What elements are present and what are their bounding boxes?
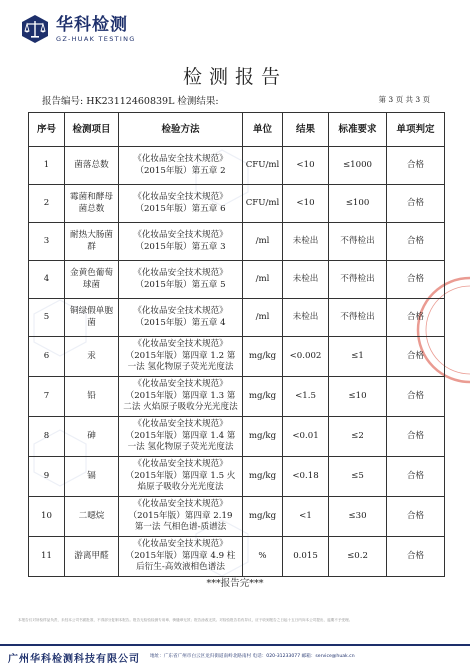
cell-item: 游离甲醛 <box>65 537 119 577</box>
cell-result: <0.18 <box>283 457 329 497</box>
footer-company-name: 广州华科检测科技有限公司 <box>8 654 140 665</box>
table-row <box>29 185 445 223</box>
cell-unit: CFU/ml <box>243 147 283 185</box>
cell-item: 霉菌和酵母菌总数 <box>65 185 119 223</box>
table-row <box>29 223 445 261</box>
cell-unit: /ml <box>243 223 283 261</box>
cell-no: 2 <box>29 185 65 223</box>
header-item: 检测项目 <box>65 113 119 147</box>
cell-item: 耐热大肠菌群 <box>65 223 119 261</box>
header-standard: 标准要求 <box>329 113 387 147</box>
cell-unit: /ml <box>243 261 283 299</box>
cell-result: <1 <box>283 497 329 537</box>
scales-logo-icon <box>20 14 50 44</box>
cell-result: <10 <box>283 185 329 223</box>
cell-unit: mg/kg <box>243 457 283 497</box>
cell-unit: mg/kg <box>243 497 283 537</box>
cell-item: 砷 <box>65 417 119 457</box>
table-row <box>29 299 445 337</box>
table-header-row <box>29 113 445 147</box>
cell-judgement: 合格 <box>387 185 445 223</box>
cell-no: 7 <box>29 377 65 417</box>
cell-method: 《化妆品安全技术规范》（2015年版）第四章 2.19 第一法 气相色谱-质谱法 <box>119 497 243 537</box>
cell-standard: ≤10 <box>329 377 387 417</box>
cell-judgement: 合格 <box>387 299 445 337</box>
page-indicator: 第 3 页 共 3 页 <box>378 95 430 104</box>
cell-item: 镉 <box>65 457 119 497</box>
table-row <box>29 261 445 299</box>
cell-judgement: 合格 <box>387 223 445 261</box>
results-table <box>28 112 445 577</box>
cell-result: 未检出 <box>283 223 329 261</box>
cell-no: 1 <box>29 147 65 185</box>
cell-standard: ≤100 <box>329 185 387 223</box>
table-row <box>29 147 445 185</box>
cell-item: 金黄色葡萄球菌 <box>65 261 119 299</box>
cell-judgement: 合格 <box>387 417 445 457</box>
cell-no: 11 <box>29 537 65 577</box>
cell-judgement: 合格 <box>387 537 445 577</box>
document-title: 检测报告 <box>182 66 287 88</box>
cell-unit: % <box>243 537 283 577</box>
cell-judgement: 合格 <box>387 337 445 377</box>
company-logo <box>20 14 136 44</box>
cell-result: 0.015 <box>283 537 329 577</box>
cell-item: 铜绿假单胞菌 <box>65 299 119 337</box>
cell-result: 未检出 <box>283 299 329 337</box>
cell-standard: ≤5 <box>329 457 387 497</box>
cell-method: 《化妆品安全技术规范》（2015年版）第五章 6 <box>119 185 243 223</box>
table-row <box>29 537 445 577</box>
cell-result: 未检出 <box>283 261 329 299</box>
cell-method: 《化妆品安全技术规范》（2015年版）第五章 4 <box>119 299 243 337</box>
header-judgement: 单项判定 <box>387 113 445 147</box>
header-method: 检验方法 <box>119 113 243 147</box>
cell-standard: ≤1 <box>329 337 387 377</box>
table-body <box>29 147 445 577</box>
cell-judgement: 合格 <box>387 261 445 299</box>
cell-no: 6 <box>29 337 65 377</box>
cell-method: 《化妆品安全技术规范》（2015年版）第四章 1.3 第二法 火焰原子吸收分光光度法 <box>119 377 243 417</box>
cell-unit: /ml <box>243 299 283 337</box>
table-row <box>29 377 445 417</box>
cell-judgement: 合格 <box>387 147 445 185</box>
header-no: 序号 <box>29 113 65 147</box>
cell-unit: mg/kg <box>243 417 283 457</box>
cell-standard: 不得检出 <box>329 299 387 337</box>
cell-method: 《化妆品安全技术规范》（2015年版）第四章 1.5 火焰原子吸收分光光度法 <box>119 457 243 497</box>
cell-result: <10 <box>283 147 329 185</box>
header-unit: 单位 <box>243 113 283 147</box>
cell-no: 3 <box>29 223 65 261</box>
footer-contact-info: 地址：广东省广州市白云区龙归街道南岭北路南村 电话：020-31233077 邮箱：service@huak.cn <box>150 654 355 659</box>
cell-no: 10 <box>29 497 65 537</box>
table-row <box>29 337 445 377</box>
cell-method: 《化妆品安全技术规范》（2015年版）第四章 1.4 第一法 氢化物原子荧光光度法 <box>119 417 243 457</box>
table-row <box>29 417 445 457</box>
cell-unit: mg/kg <box>243 377 283 417</box>
cell-method: 《化妆品安全技术规范》（2015年版）第四章 4.9 柱后衍生-高效液相色谱法 <box>119 537 243 577</box>
cell-judgement: 合格 <box>387 377 445 417</box>
cell-method: 《化妆品安全技术规范》（2015年版）第四章 1.2 第一法 氢化物原子荧光光度法 <box>119 337 243 377</box>
cell-judgement: 合格 <box>387 457 445 497</box>
cell-result: <0.002 <box>283 337 329 377</box>
report-number: 报告编号: HK23112460839L 检测结果: <box>42 96 219 107</box>
report-end-mark: ***报告完*** <box>206 578 264 589</box>
cell-standard: ≤2 <box>329 417 387 457</box>
cell-no: 8 <box>29 417 65 457</box>
footer-divider <box>0 644 470 646</box>
cell-unit: CFU/ml <box>243 185 283 223</box>
cell-no: 9 <box>29 457 65 497</box>
logo-english-name: GZ-HUAK TESTING <box>56 34 136 43</box>
cell-method: 《化妆品安全技术规范》（2015年版）第五章 5 <box>119 261 243 299</box>
logo-chinese-name: 华科检测 <box>56 14 128 35</box>
table-row <box>29 497 445 537</box>
cell-unit: mg/kg <box>243 337 283 377</box>
cell-standard: ≤0.2 <box>329 537 387 577</box>
cell-standard: ≤1000 <box>329 147 387 185</box>
cell-result: <0.01 <box>283 417 329 457</box>
cell-standard: 不得检出 <box>329 223 387 261</box>
cell-standard: ≤30 <box>329 497 387 537</box>
cell-judgement: 合格 <box>387 497 445 537</box>
table-row <box>29 457 445 497</box>
cell-method: 《化妆品安全技术规范》（2015年版）第五章 2 <box>119 147 243 185</box>
cell-result: <1.5 <box>283 377 329 417</box>
cell-item: 二噁烷 <box>65 497 119 537</box>
cell-standard: 不得检出 <box>329 261 387 299</box>
page-footer <box>0 647 470 665</box>
cell-no: 5 <box>29 299 65 337</box>
cell-item: 铅 <box>65 377 119 417</box>
cell-no: 4 <box>29 261 65 299</box>
cell-item: 汞 <box>65 337 119 377</box>
header-result: 结果 <box>283 113 329 147</box>
cell-method: 《化妆品安全技术规范》（2015年版）第五章 3 <box>119 223 243 261</box>
cell-item: 菌落总数 <box>65 147 119 185</box>
disclaimer-text: 本报告仅对所检样品负责，未经本公司书面批准，不得部分复制本报告。报告无检验检测专用章、骑缝章无效；报告涂改无效。对检验报告若有异议，应于收到报告之日起十五日内向本公司提出，逾期不予受理。 <box>18 618 353 622</box>
